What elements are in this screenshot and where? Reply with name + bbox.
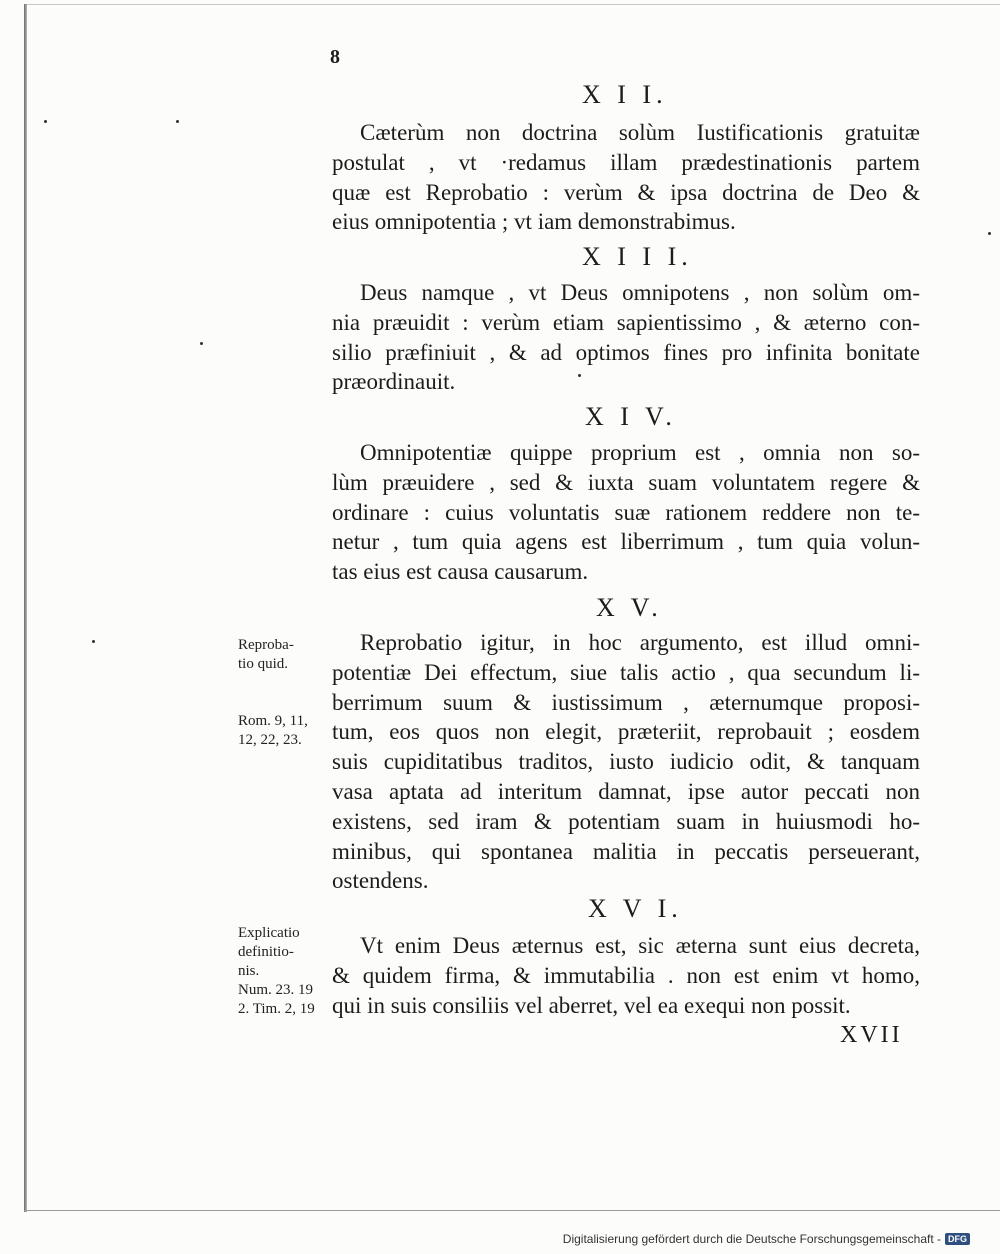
text-line: eius omnipotentia ; vt iam demonstrabimus. xyxy=(332,209,736,235)
text-line: postulat , vt ·redamus illam prædestinationis partem xyxy=(332,149,920,175)
text-line: Reprobatio igitur, in hoc argumento, est illud omni- xyxy=(360,630,920,655)
dfg-logo-icon: DFG xyxy=(945,1233,970,1245)
text-line: vasa aptata ad interitum damnat, ipse autor peccati non xyxy=(332,778,920,804)
marginal-line: tio quid. xyxy=(238,656,289,672)
text-line: Vt enim Deus æternus est, sic æterna sunt eius decreta, xyxy=(360,933,920,958)
paragraph-xiii xyxy=(332,278,920,397)
text-line: potentiæ Dei effectum, siue talis actio , qua secundum li- xyxy=(332,659,920,685)
text-line: Deus namque , vt Deus omnipotens , non solùm om- xyxy=(360,280,920,305)
section-heading-xv: X V. xyxy=(596,593,663,622)
marginal-line: Rom. 9, 11, xyxy=(238,713,308,729)
scan-speck xyxy=(200,342,203,345)
marginal-line: nis. xyxy=(238,963,260,979)
scan-speck xyxy=(176,120,179,123)
text-line: netur , tum quia agens est liberrimum , tum quia volun- xyxy=(332,529,920,555)
scan-speck xyxy=(92,640,95,643)
text-line: berrimum suum & iustissimum , æternumque proposi- xyxy=(332,689,920,715)
scan-speck xyxy=(44,120,47,123)
text-line: silio præfiniuit , & ad optimos fines pro infinita bonitate xyxy=(332,339,920,365)
text-line: suis cupiditatibus traditos, iusto iudicio odit, & tanquam xyxy=(332,749,920,775)
marginal-line: 2. Tim. 2, 19 xyxy=(238,1001,315,1017)
marginal-line: Reproba- xyxy=(238,637,294,653)
section-heading-xiv: X I V. xyxy=(585,402,677,431)
paragraph-xiv xyxy=(332,438,920,587)
text-line: Cæterùm non doctrina solùm Iustificationis gratuitæ xyxy=(360,120,920,145)
text-line: tas eius est causa causarum. xyxy=(332,559,589,585)
text-line: minibus, qui spontanea malitia in peccatis perseuerant, xyxy=(332,838,920,864)
page-bottom-rule xyxy=(24,1210,1000,1211)
section-heading-xii: X I I. xyxy=(582,80,668,109)
text-line: quæ est Reprobatio : verùm & ipsa doctrina de Deo & xyxy=(332,179,920,205)
text-line: & quidem firma, & immutabilia . non est enim vt homo, xyxy=(332,962,920,988)
paragraph-xvi xyxy=(332,931,920,1020)
catchword: XVII xyxy=(840,1022,903,1048)
section-heading-xvi: X V I. xyxy=(588,894,683,923)
text-line: qui in suis consiliis vel aberret, vel ea exequi non possit. xyxy=(332,992,851,1018)
marginal-line: 12, 22, 23. xyxy=(238,732,302,748)
footer-text: Digitalisierung gefördert durch die Deutsche Forschungsgemeinschaft - xyxy=(562,1232,941,1246)
text-line: nia præuidit : verùm etiam sapientissimo , & æterno con- xyxy=(332,309,920,335)
page-left-edge xyxy=(24,4,27,1212)
text-line: ordinare : cuius voluntatis suæ rationem reddere non te- xyxy=(332,499,920,525)
marginal-line: Num. 23. 19 xyxy=(238,982,313,998)
text-line: tum, eos quos non elegit, præteriit, reprobauit ; eosdem xyxy=(332,719,920,745)
page-top-edge xyxy=(24,4,1000,5)
marginal-note-reprobatio xyxy=(238,636,332,674)
digitization-footer xyxy=(563,1232,970,1246)
text-line: præordinauit. xyxy=(332,369,456,395)
page-number: 8 xyxy=(330,46,340,68)
text-line: lùm præuidere , sed & iuxta suam voluntatem regere & xyxy=(332,469,920,495)
section-heading-xiii: X I I I. xyxy=(582,242,693,271)
marginal-line: definitio- xyxy=(238,944,294,960)
paragraph-xv xyxy=(332,628,920,896)
text-line: existens, sed iram & potentiam suam in huiusmodi ho- xyxy=(332,808,920,834)
text-line: ostendens. xyxy=(332,868,429,894)
scan-speck xyxy=(988,232,991,235)
marginal-note-explicatio xyxy=(238,924,332,1019)
paragraph-xii xyxy=(332,118,920,237)
marginal-note-romans xyxy=(238,712,332,750)
text-line: Omnipotentiæ quippe proprium est , omnia non so- xyxy=(360,440,920,465)
marginal-line: Explicatio xyxy=(238,925,300,941)
